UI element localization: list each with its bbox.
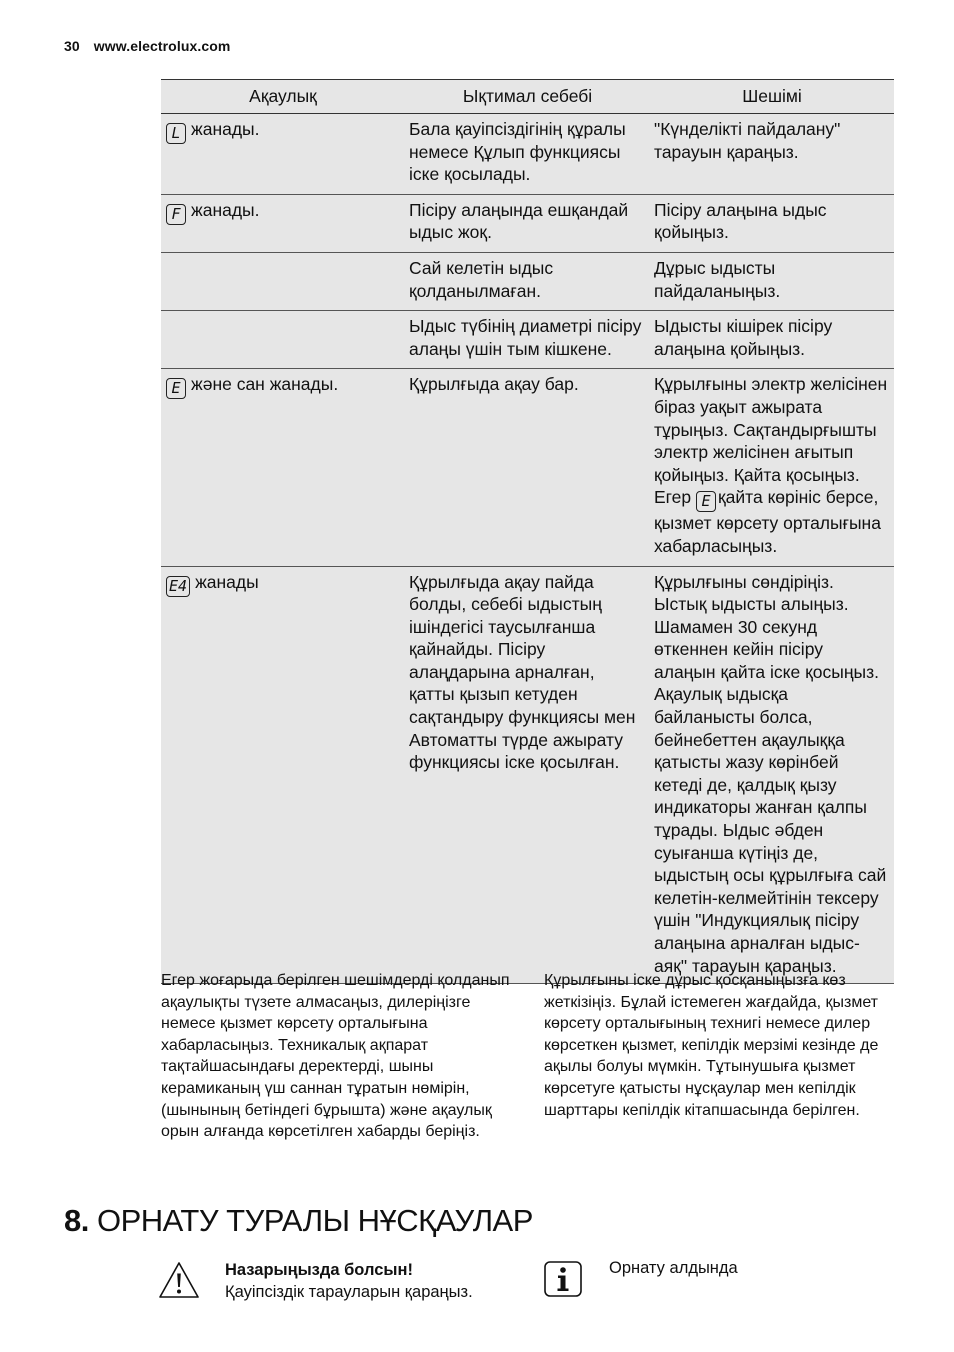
section-number: 8. bbox=[64, 1203, 89, 1238]
site-url: www.electrolux.com bbox=[93, 38, 231, 54]
problem-cell bbox=[161, 114, 405, 195]
solution-cell: Құрылғыны сөндіріңіз. Ыстық ыдысты алыңыз. Шамамен 30 секунд өткеннен кейін пісіру алаңын қайта іске қосыңыз. Ақаулық ыдысқа байланысты болса, бейнебеттен ақаулыққа қатысты жазу көрінбей кетеді де, қалдық қызу индикаторы жанған қалпы тұрады. Ыдыс әбден суығанша күтіңіз де, ыдыстың осы құрылғыға сай келетін-келмейтінін тексеру үшін "Индукциялық пісіру алаңына арналған ыдыс-аяқ" тарауын қараңыз. bbox=[650, 566, 894, 984]
column-header-cause: Ықтимал себебі bbox=[405, 80, 650, 114]
problem-cell bbox=[161, 369, 405, 566]
warning-note bbox=[225, 1260, 473, 1303]
solution-text-after: қайта көрініс берсе, қызмет көрсету орталығына хабарласыңыз. bbox=[654, 487, 881, 556]
column-header-solution: Шешімі bbox=[650, 80, 894, 114]
note-left: Егер жоғарыда берілген шешімдерді қолданып ақаулықты түзете алмасаңыз, дилеріңізге немесе қызмет көрсету орталығына хабарласыңыз. Техникалық ақпарат тақтайшасындағы деректерді, шыны керамиканың үш саннан тұратын нөмірін, (шынының бетіндегі бұрышта) және ақаулық орын алғанда көрсетілген хабарды беріңіз. bbox=[161, 972, 510, 1141]
display-symbol-icon: L bbox=[166, 123, 186, 144]
note-right: Құрылғыны іске дұрыс қосқаныңызға көз жеткізіңіз. Бұлай істемеген жағдайда, қызмет көрсету орталығының технигі немесе дилер көрсеткен қызмет, кепілдік мерзімі кезінде де ақылы болуы мүмкін. Тұтынушыға қызмет көрсетуге қатысты нұсқаулар мен кепілдік шарттары кепілдік кітапшасында берілген. bbox=[544, 972, 879, 1119]
problem-text: жанады. bbox=[191, 119, 260, 139]
problem-cell bbox=[161, 311, 405, 369]
solution-cell bbox=[650, 369, 894, 566]
cause-cell: Пісіру алаңында ешқандай ыдыс жоқ. bbox=[405, 194, 650, 252]
problem-text: жанады bbox=[195, 571, 259, 592]
display-symbol-icon: E4 bbox=[166, 576, 190, 597]
problem-text: және сан жанады. bbox=[191, 374, 339, 395]
table-header-row bbox=[161, 80, 894, 114]
page-number: 30 bbox=[64, 38, 80, 54]
section-title-text: ОРНАТУ ТУРАЛЫ НҰСҚАУЛАР bbox=[96, 1203, 533, 1238]
warning-text: Қауіпсіздік тарауларын қараңыз. bbox=[225, 1282, 473, 1301]
problem-cell bbox=[161, 252, 405, 310]
problem-text: жанады. bbox=[191, 199, 260, 220]
cause-cell: Сай келетін ыдыс қолданылмаған. bbox=[405, 252, 650, 310]
table-row bbox=[161, 369, 894, 566]
display-symbol-icon: E bbox=[166, 378, 186, 399]
section-heading bbox=[64, 1203, 533, 1239]
solution-cell: Пісіру алаңына ыдыс қойыңыз. bbox=[650, 194, 894, 252]
info-icon bbox=[544, 1261, 582, 1297]
cause-cell: Құрылғыда ақау бар. bbox=[405, 369, 650, 566]
table-row bbox=[161, 114, 894, 195]
solution-text-before: Құрылғыны электр желісінен біраз уақыт ажырата тұрыңыз. Сақтандырғышты электр желісінен ағытып қойыңыз. Қайта қосыңыз. Егер bbox=[654, 374, 888, 508]
table-row bbox=[161, 194, 894, 252]
warning-title: Назарыңызда болсын! bbox=[225, 1261, 413, 1279]
cause-cell: Бала қауіпсіздігінің құралы немесе Құлып функциясы іске қосылады. bbox=[405, 114, 650, 195]
table-row bbox=[161, 566, 894, 984]
troubleshooting-table bbox=[161, 79, 894, 984]
cause-cell: Құрылғыда ақау пайда болды, себебі ыдыстың ішіндегісі таусылғанша қайнайды. Пісіру алаңдарына арналған, қатты қызып кетуден сақтандыру функциясы мен Автоматты түрде ажырату функциясы іске қосылған. bbox=[405, 566, 650, 984]
display-symbol-icon: F bbox=[166, 204, 186, 225]
warning-triangle-icon bbox=[158, 1261, 200, 1299]
info-note: Орнату алдында bbox=[609, 1259, 738, 1277]
table-row bbox=[161, 252, 894, 310]
page-header bbox=[64, 38, 230, 54]
solution-cell: Ыдысты кішірек пісіру алаңына қойыңыз. bbox=[650, 311, 894, 369]
problem-cell bbox=[161, 566, 405, 984]
display-symbol-icon: E bbox=[696, 491, 716, 512]
solution-cell: Дұрыс ыдысты пайдаланыңыз. bbox=[650, 252, 894, 310]
problem-cell bbox=[161, 194, 405, 252]
solution-cell: "Күнделікті пайдалану" тарауын қараңыз. bbox=[650, 114, 894, 195]
cause-cell: Ыдыс түбінің диаметрі пісіру алаңы үшін тым кішкене. bbox=[405, 311, 650, 369]
table-row bbox=[161, 311, 894, 369]
column-header-problem: Ақаулық bbox=[161, 80, 405, 114]
